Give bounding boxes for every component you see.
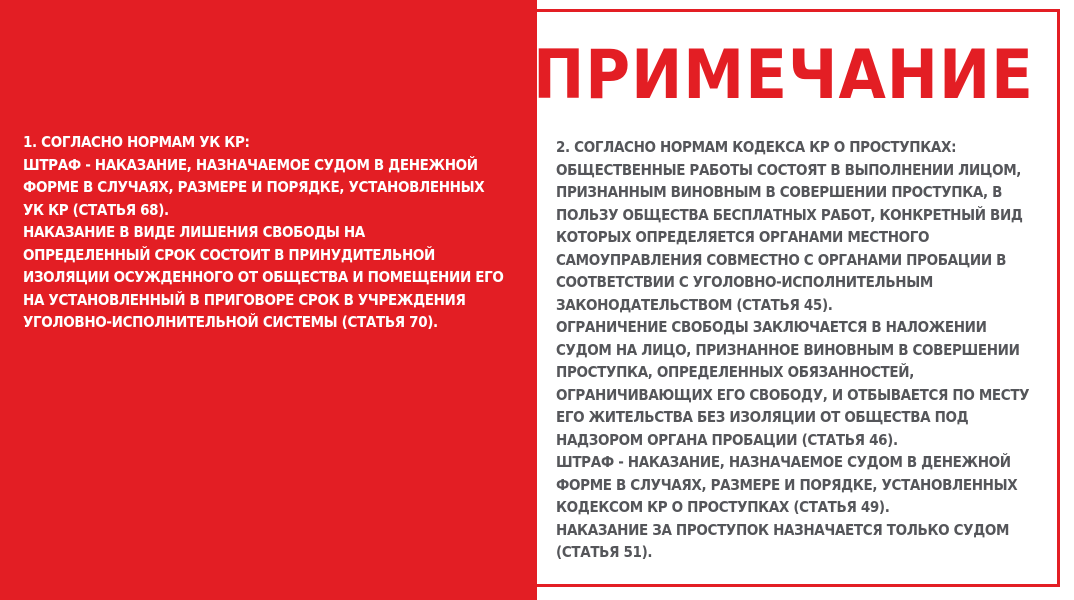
criminal-code-note: 1. СОГЛАСНО НОРМАМ УК КР: ШТРАФ - НАКАЗАНИЕ, НАЗНАЧАЕМОЕ СУДОМ В ДЕНЕЖНОЙ ФОРМЕ В СЛУЧАЯХ, РАЗМЕРЕ И ПОРЯДКЕ, УСТАНОВЛЕННЫХ УК КР (СТАТЬЯ 68). НАКАЗАНИЕ В ВИДЕ ЛИШЕНИЯ СВОБОДЫ НА ОПРЕДЕЛЕННЫЙ СРОК СОСТОИТ В ПРИНУДИТЕЛЬНОЙ ИЗОЛЯЦИИ ОСУЖДЕННОГО ОТ ОБЩЕСТВА И ПОМЕЩЕНИИ ЕГО НА УСТАНОВЛЕННЫЙ В ПРИГОВОРЕ СРОК В УЧРЕЖДЕНИЯ УГОЛОВНО-ИСПОЛНИТЕЛЬНОЙ СИСТЕМЫ (СТАТЬЯ 70). [23,133,504,331]
misdemeanor-code-note: 2. СОГЛАСНО НОРМАМ КОДЕКСА КР О ПРОСТУПКАХ: ОБЩЕСТВЕННЫЕ РАБОТЫ СОСТОЯТ В ВЫПОЛНЕНИИ ЛИЦОМ, ПРИЗНАННЫМ ВИНОВНЫМ В СОВЕРШЕНИИ ПРОСТУПКА, В ПОЛЬЗУ ОБЩЕСТВА БЕСПЛАТНЫХ РАБОТ, КОНКРЕТНЫЙ ВИД КОТОРЫХ ОПРЕДЕЛЯЕТСЯ ОРГАНАМИ МЕСТНОГО САМОУПРАВЛЕНИЯ СОВМЕСТНО С ОРГАНАМИ ПРОБАЦИИ В СООТВЕТСТВИИ С УГОЛОВНО-ИСПОЛНИТЕЛЬНЫМ ЗАКОНОДАТЕЛЬСТВОМ (СТАТЬЯ 45). ОГРАНИЧЕНИЕ СВОБОДЫ ЗАКЛЮЧАЕТСЯ В НАЛОЖЕНИИ СУДОМ НА ЛИЦО, ПРИЗНАННОЕ ВИНОВНЫМ В СОВЕРШЕНИИ ПРОСТУПКА, ОПРЕДЕЛЕННЫХ ОБЯЗАННОСТЕЙ, ОГРАНИЧИВАЮЩИХ ЕГО СВОБОДУ, И ОТБЫВАЕТСЯ ПО МЕСТУ ЕГО ЖИТЕЛЬСТВА БЕЗ ИЗОЛЯЦИИ ОТ ОБЩЕСТВА ПОД НАДЗОРОМ ОРГАНА ПРОБАЦИИ (СТАТЬЯ 46). ШТРАФ - НАКАЗАНИЕ, НАЗНАЧАЕМОЕ СУДОМ В ДЕНЕЖНОЙ ФОРМЕ В СЛУЧАЯХ, РАЗМЕРЕ И ПОРЯДКЕ, УСТАНОВЛЕННЫХ КОДЕКСОМ КР О ПРОСТУПКАХ (СТАТЬЯ 49). НАКАЗАНИЕ ЗА ПРОСТУПОК НАЗНАЧАЕТСЯ ТОЛЬКО СУДОМ (СТАТЬЯ 51). [556,138,1030,561]
page-title: ПРИМЕЧАНИЕ [533,36,1034,115]
